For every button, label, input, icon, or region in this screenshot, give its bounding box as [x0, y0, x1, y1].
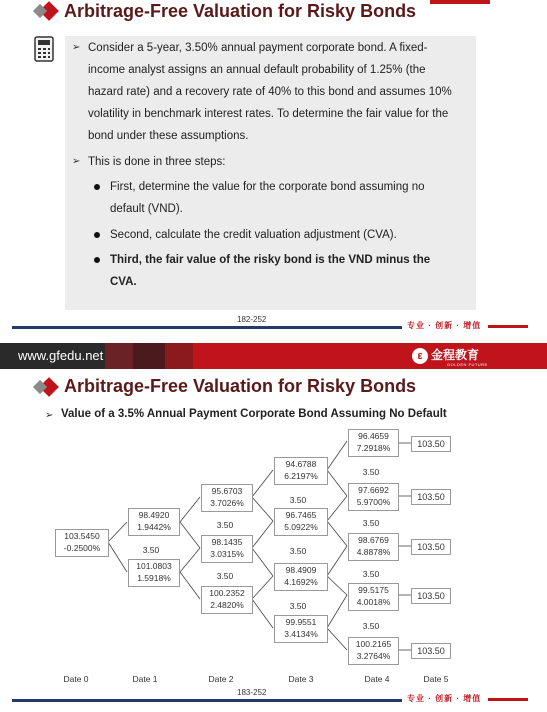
node-rate: 3.4134%	[284, 629, 318, 639]
node-rate: 2.4820%	[210, 600, 244, 610]
footer-slogan: 专业 · 创新 · 增值	[407, 321, 482, 330]
tree-node-date3-c	[274, 563, 328, 591]
node-value: 98.6769	[358, 535, 389, 545]
page-number: 182-252	[237, 315, 267, 324]
node-value: 98.1435	[211, 537, 243, 547]
tree-node-date4-b	[348, 483, 399, 511]
coupon-label: 3.50	[362, 569, 380, 579]
sub-bullet-1-line-1: First, determine the value for the corporate bond assuming no	[110, 181, 425, 193]
tree-node-date4-a	[348, 429, 399, 457]
coupon-label: 3.50	[216, 571, 234, 581]
node-rate: -0.2500%	[63, 543, 101, 553]
node-rate: 3.7026%	[210, 498, 244, 508]
footer-slogan: 专业 · 创新 · 增值	[407, 694, 482, 703]
date-label: Date 0	[63, 674, 89, 684]
footer-red-bar	[488, 698, 528, 701]
tree-subtitle: Value of a 3.5% Annual Payment Corporate Bond Assuming No Default	[61, 408, 447, 420]
coupon-label: 3.50	[289, 495, 307, 505]
sub-bullet-1-line-2: default (VND).	[110, 203, 183, 215]
page-number: 183-252	[237, 688, 267, 697]
terminal-payoff: 103.50	[411, 489, 451, 505]
node-rate: 4.8878%	[356, 547, 391, 557]
node-value: 94.6788	[285, 459, 317, 469]
brand-name: 金程教育	[431, 348, 480, 362]
node-value: 103.5450	[64, 531, 100, 541]
tree-node-date2-up	[201, 484, 253, 512]
node-rate: 1.5918%	[137, 573, 171, 583]
site-url[interactable]: www.gfedu.net	[18, 348, 104, 363]
terminal-payoff: 103.50	[411, 588, 451, 604]
tree-node-date4-e	[348, 637, 399, 665]
bullet-arrow-icon: ➢	[45, 410, 54, 421]
tree-node-date4-d	[348, 583, 399, 611]
sub-bullet-2: Second, calculate the credit valuation adjustment (CVA).	[110, 229, 397, 241]
terminal-payoff: 103.50	[411, 643, 451, 659]
node-value: 100.2352	[209, 588, 245, 598]
coupon-label: 3.50	[289, 601, 307, 611]
coupon-label: 3.50	[362, 621, 380, 631]
tree-node-date3-a	[274, 457, 328, 485]
coupon-label: 3.50	[142, 545, 160, 555]
node-value: 96.7465	[285, 510, 317, 520]
node-value: 96.4659	[358, 431, 389, 441]
tree-node-date2-mid	[201, 535, 253, 563]
node-value: 101.0803	[136, 561, 172, 571]
node-rate: 1.9442%	[137, 522, 171, 532]
node-rate: 4.0018%	[356, 597, 391, 607]
node-rate: 5.0922%	[284, 522, 318, 532]
node-rate: 3.2764%	[356, 651, 391, 661]
date-label: Date 2	[208, 674, 234, 684]
node-value: 100.2165	[355, 639, 392, 649]
brand-logo-icon: ε	[412, 348, 428, 364]
tree-node-date1-down	[128, 559, 180, 587]
node-rate: 3.0315%	[210, 549, 244, 559]
slide-title: Arbitrage-Free Valuation for Risky Bonds	[64, 376, 417, 396]
terminal-payoff: 103.50	[411, 436, 451, 452]
bullet-2: This is done in three steps:	[88, 156, 226, 168]
bullet-1-line-4: volatility in benchmark interest rates. To determine the fair value for the	[88, 108, 449, 120]
sub-bullet-3-line-1: Third, the fair value of the risky bond is the VND minus the	[110, 254, 431, 266]
node-value: 98.4920	[138, 510, 170, 520]
bullet-arrow-icon: ➢	[72, 42, 81, 53]
bullet-arrow-icon: ➢	[72, 156, 81, 167]
tree-node-date0	[55, 529, 109, 557]
date-label: Date 1	[132, 674, 158, 684]
node-value: 97.6692	[358, 485, 389, 495]
bullet-1-line-2: income analyst assigns an annual default probability of 1.25% (the	[88, 64, 426, 76]
brand-subname: GOLDEN FUTURE	[447, 362, 488, 367]
sub-bullet-3-line-2: CVA.	[110, 276, 137, 288]
tree-node-date1-up	[128, 508, 180, 536]
date-label: Date 4	[364, 674, 390, 684]
node-value: 95.6703	[211, 486, 243, 496]
date-label: Date 5	[423, 674, 449, 684]
node-rate: 5.9700%	[356, 497, 391, 507]
tree-node-date3-d	[274, 615, 328, 643]
tree-node-date4-c	[348, 533, 399, 561]
bullet-1-line-3: hazard rate) and a recovery rate of 40% to this bond and assumes 10%	[88, 86, 452, 98]
tree-node-date2-down	[201, 586, 253, 614]
coupon-label: 3.50	[289, 546, 307, 556]
tree-node-date3-b	[274, 508, 328, 536]
node-rate: 4.1692%	[284, 577, 318, 587]
node-value: 98.4909	[285, 565, 317, 575]
bullet-1-line-1: Consider a 5-year, 3.50% annual payment corporate bond. A fixed-	[88, 42, 428, 54]
footer-blue-bar	[12, 699, 402, 702]
date-label: Date 3	[288, 674, 314, 684]
node-rate: 7.2918%	[356, 443, 391, 453]
coupon-label: 3.50	[362, 518, 380, 528]
bullet-1-line-5: bond under these assumptions.	[88, 130, 249, 142]
node-value: 99.9551	[285, 617, 317, 627]
node-value: 99.5175	[358, 585, 389, 595]
terminal-payoff: 103.50	[411, 539, 451, 555]
coupon-label: 3.50	[216, 520, 234, 530]
node-rate: 6.2197%	[284, 471, 318, 481]
coupon-label: 3.50	[362, 467, 380, 477]
slide-title: Arbitrage-Free Valuation for Risky Bonds	[64, 1, 417, 21]
